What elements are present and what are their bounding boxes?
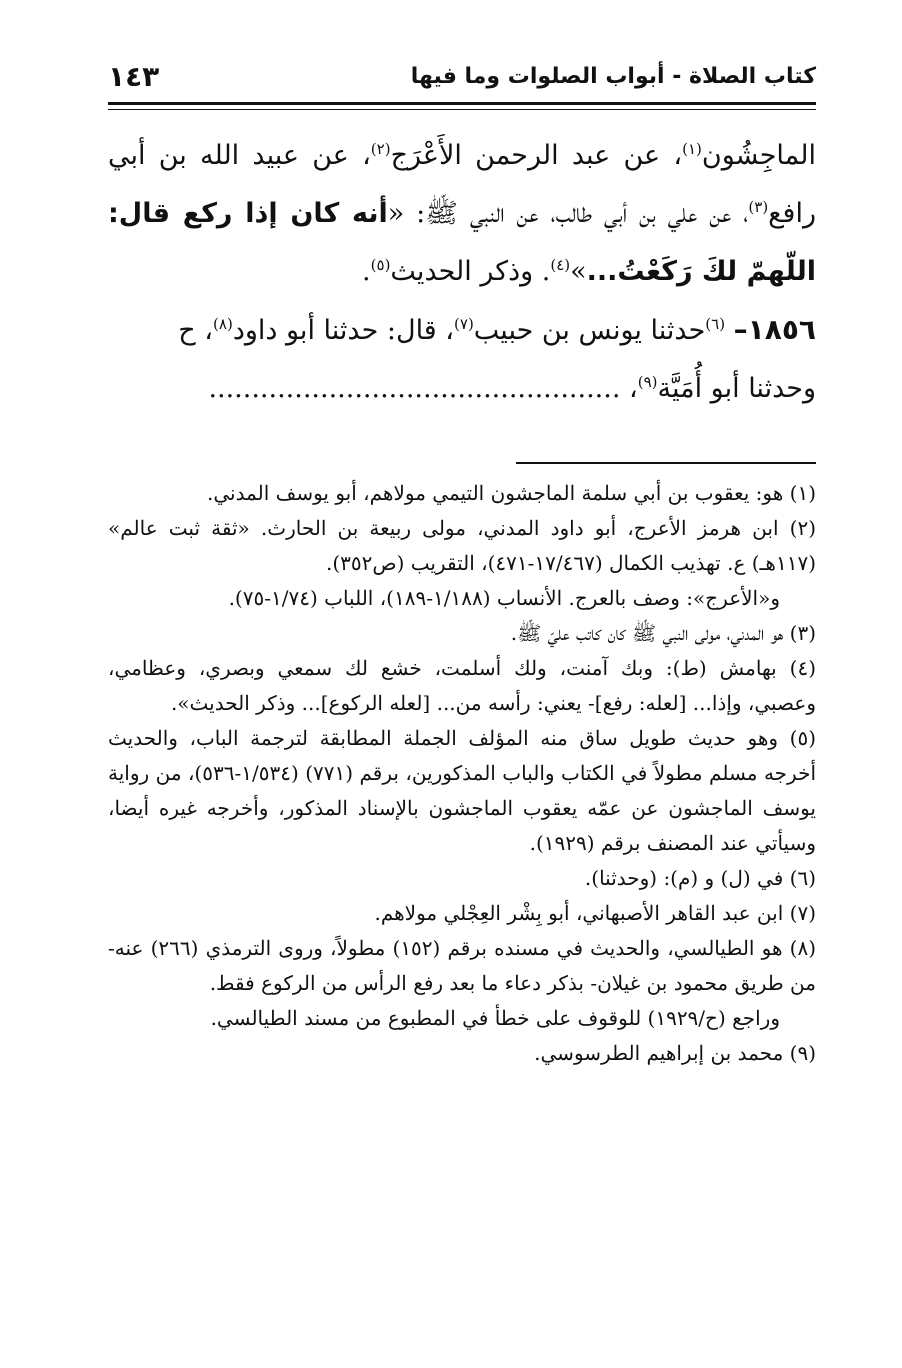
footnote-4: (٤) بهامش (ط): وبك آمنت، ولك أسلمت، خشع لك سمعي وبصري، وعظامي، وعصبي، وإذا... [لعله: رفع]- يعني: رأسه من... [لعله الركوع]... وذكر الحديث». bbox=[108, 656, 816, 715]
paragraph-2 bbox=[108, 301, 816, 360]
main-text bbox=[108, 127, 816, 418]
header-title: كتاب الصلاة - أبواب الصلوات وما فيها bbox=[410, 64, 816, 89]
footnote-2: (٢) ابن هرمز الأعرج، أبو داود المدني، مولى ربيعة بن الحارث. «ثقة ثبت عالم» (١١٧هـ) ع. تهذيب الكمال (١٧/٤٦٧-٤٧١)، التقريب (ص٣٥٢). bbox=[108, 516, 816, 575]
footnote-7: (٧) ابن عبد القاهر الأصبهاني، أبو بِشْر العِجْلي مولاهم. bbox=[374, 901, 816, 925]
text-run: . وذكر الحديث bbox=[390, 256, 551, 287]
text-run: الماجِشُون bbox=[701, 140, 816, 171]
text-run: ، عن عبيد الله بن أبي رافع bbox=[108, 140, 816, 229]
text-run: ، bbox=[620, 373, 638, 404]
footnote-ref: (١) bbox=[682, 140, 702, 158]
footnote-ref: (٤) bbox=[550, 256, 571, 274]
text-run: ، ح bbox=[178, 315, 214, 346]
footnote-2-continued: و«الأعرج»: وصف بالعرج. الأنساب (١/١٨٨-١٨٩)، اللباب (١/٧٤-٧٥). bbox=[228, 586, 780, 610]
paragraph-3 bbox=[108, 360, 816, 418]
text-run: وحدثنا أبو أُمَيَّة bbox=[657, 373, 816, 404]
text-run: . bbox=[362, 256, 371, 287]
footnote-1: (١) هو: يعقوب بن أبي سلمة الماجشون التيمي مولاهم، أبو يوسف المدني. bbox=[206, 481, 816, 505]
footnote-9: (٩) محمد بن إبراهيم الطرسوسي. bbox=[534, 1041, 816, 1065]
footnote-6: (٦) في (ل) و (م): (وحدثنا). bbox=[584, 866, 816, 890]
footnote-ref: (٩) bbox=[637, 373, 658, 391]
footnotes bbox=[108, 476, 816, 1071]
hadith-matn: أنه كان إذا ركع قال: اللّهمّ لكَ رَكَعْتُ... bbox=[108, 198, 816, 287]
footnote-ref: (٨) bbox=[213, 315, 233, 333]
footnote-ref: (٧) bbox=[454, 315, 474, 333]
hadith-number: ١٨٥٦– bbox=[733, 313, 816, 346]
page-number: ١٤٣ bbox=[108, 60, 160, 93]
footnote-ref: (٣) bbox=[748, 198, 769, 216]
paragraph-1 bbox=[108, 127, 816, 301]
continuation-dots: ................................................ bbox=[208, 373, 621, 404]
text-run: ، عن علي بن أبي طالب، عن النبي ﷺ: « bbox=[387, 198, 749, 229]
running-header bbox=[108, 58, 816, 105]
text-run: » bbox=[570, 256, 587, 287]
footnote-3: (٣) هو المدني، مولى النبي ﷺ كان كاتب عليّ ﷺ. bbox=[510, 621, 816, 645]
footnote-ref: (٢) bbox=[370, 140, 391, 158]
footnote-ref: (٥) bbox=[370, 256, 391, 274]
footnote-divider bbox=[516, 462, 816, 464]
text-run: حدثنا يونس بن حبيب bbox=[473, 315, 706, 346]
footnote-ref: (٦) bbox=[705, 315, 726, 333]
footnote-5: (٥) وهو حديث طويل ساق منه المؤلف الجملة المطابقة لترجمة الباب، والحديث أخرجه مسلم مطولاً في الكتاب والباب المذكورين، برقم (٧٧١) (١/٥٣٤-٥٣٦)، من رواية يوسف الماجشون عن عمّه يعقوب الماجشون بالإسناد المذكور، وأخرجه غيره أيضا، وسيأتي عند المصنف برقم (١٩٢٩). bbox=[108, 726, 816, 855]
text-run: ، قال: حدثنا أبو داود bbox=[232, 315, 455, 346]
text-run: ، عن عبد الرحمن الأَعْرَج bbox=[390, 140, 683, 171]
footnote-8: (٨) هو الطيالسي، والحديث في مسنده برقم (١٥٢) مطولاً، وروى الترمذي (٢٦٦) عنه- من طريق محمود بن غيلان- بذكر دعاء ما بعد رفع الرأس من الركوع فقط. bbox=[108, 936, 816, 995]
footnote-8-continued: وراجع (ح/١٩٢٩) للوقوف على خطأ في المطبوع من مسند الطيالسي. bbox=[210, 1006, 780, 1030]
